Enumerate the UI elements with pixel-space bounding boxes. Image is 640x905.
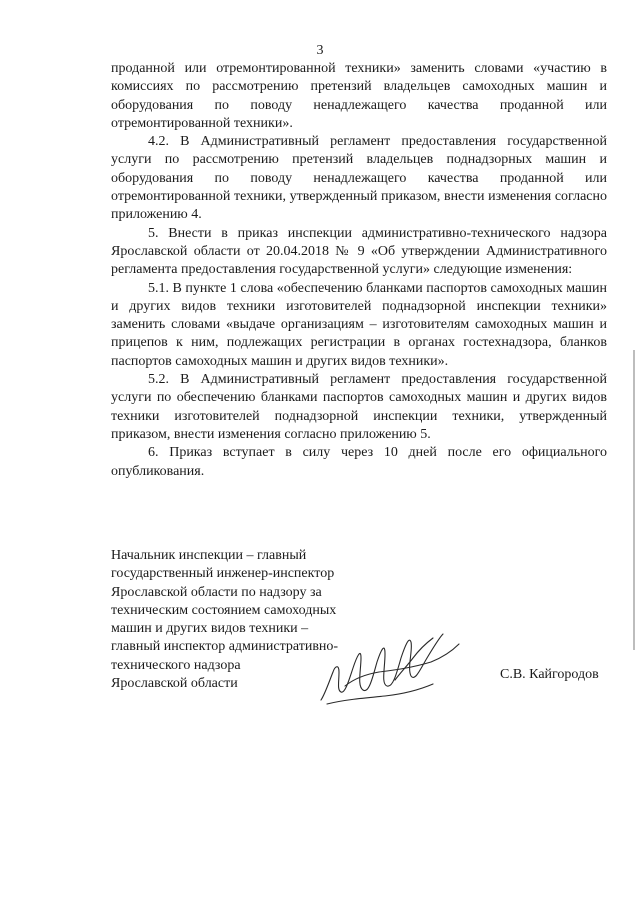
paragraph-continuation: проданной или отремонтированной техники» заменить словами «участию в комиссиях по рассмотрению претензий владельцев самоходных машин и оборудования по поводу ненадлежащего качества проданной или отремонтированной техники». [111,61,607,131]
handwritten-signature [315,628,465,708]
position-line: Ярославской области по надзору за [111,584,322,600]
signer-name: С.В. Кайгородов [500,667,599,682]
paragraph-5-1: 5.1. В пункте 1 слова «обеспечению бланками паспортов самоходных машин и других видов техники изготовителей поднадзорной инспекции техники» заменить словами «выдаче организациям – изготовителям самоходных машин и прицепов к ним, подлежащих регистрации в органах гостехнадзора, бланков паспортов самоходных машин и других видов техники». [111,280,607,369]
position-line: машин и других видов техники – [111,621,309,637]
position-line: технического надзора [111,657,241,673]
scan-margin-line [633,350,635,650]
page-number: 3 [316,43,324,58]
position-line: Начальник инспекции – главный [111,548,307,563]
paragraph-6: 6. Приказ вступает в силу через 10 дней после его официального опубликования. [111,445,607,479]
paragraph-5: 5. Внести в приказ инспекции административно-технического надзора Ярославской области от 20.04.2018 № 9 «Об утверждении Административного регламента предоставления государственной услуги» следующие изменения: [111,225,607,278]
paragraph-4-2: 4.2. В Административный регламент предоставления государственной услуги по рассмотрению претензий владельцев поднадзорных машин и оборудования по поводу ненадлежащего качества проданной или отремонтированной техники, утвержденный приказом, внести изменения согласно приложению 4. [111,134,607,223]
position-line: государственный инженер-инспектор [111,566,335,582]
position-line: Ярославской области [111,676,238,692]
paragraph-5-2: 5.2. В Административный регламент предоставления государственной услуги по обеспечению бланками паспортов самоходных машин и других видов техники изготовителей поднадзорной инспекции техники, утвержденный приказом, внести изменения согласно приложению 5. [111,372,607,442]
body-text [111,60,607,481]
position-line: техническим состоянием самоходных [111,602,337,618]
position-line: главный инспектор административно- [111,639,339,655]
